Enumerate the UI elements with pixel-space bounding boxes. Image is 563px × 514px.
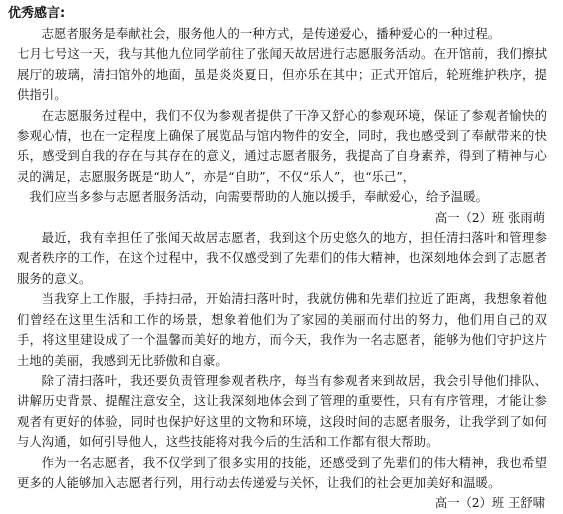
- essay1-paragraph-4: 我们应当多参与志愿者服务活动，向需要帮助的人施以援手，奉献爱心，给予温暖。: [29, 190, 488, 205]
- essay1-paragraph-2: 七月七号这一天，我与其他九位同学前往了张闻天故居进行志愿服务活动。在开馆前，我们擦拭展厅的玻璃，清扫馆外的地面，虽是炎炎夏日，但亦乐在其中；正式开馆后，轮班维护秩序，提供指引。: [17, 47, 547, 103]
- essay1-paragraph-1: 志愿者服务是奉献社会，服务他人的一种方式，是传递爱心，播种爱心的一种过程。: [41, 27, 501, 41]
- essay2-paragraph-1: 最近，我有幸担任了张闻天故居志愿者，我到这个历史悠久的地方，担任清扫落叶和管理参观者秩序的工作，在这个过程中，我不仅感受到了先辈们的伟大精神，也深刻地体会到了志愿者服务的意义。: [17, 231, 547, 286]
- essay2-paragraph-2: 当我穿上工作服，手持扫帚，开始清扫落叶时，我就仿佛和先辈们拉近了距离，我想象着他们曾经在这里生活和工作的场景，想象着他们为了家园的美丽而付出的努力，他们用自己的双手，将这里建设成了一个温馨而美好的地方，而今天，我作为一名志愿者，能够为他们守护这片土地的美丽，我感到无比骄傲和自豪。: [17, 292, 547, 368]
- section-heading: 优秀感言:: [8, 6, 66, 21]
- essay2-paragraph-3: 除了清扫落叶，我还要负责管理参观者秩序，每当有参观者来到故居，我会引导他们排队、讲解历史背景、提醒注意安全，这让我深刻地体会到了管理的重要性，只有有序管理，才能让参观者有更好的体验，同时也保护好这里的文物和环境，这段时间的志愿者服务，让我学到了如何与人沟通，如何引导他人，这些技能将对我今后的生活和工作都有很大帮助。: [17, 373, 547, 450]
- essay2-paragraph-4: 作为一名志愿者，我不仅学到了很多实用的技能，还感受到了先辈们的伟大精神，我也希望更多的人能够加入志愿者行列，用行动去传递爱与关怀，让我们的社会更加美好和温暖。: [17, 455, 547, 490]
- essay1-signature: 高一（2）班 张雨萌: [434, 210, 545, 225]
- essay-wang: [17, 228, 547, 514]
- essay-zhang: [17, 24, 547, 228]
- essay1-paragraph-3: 在志愿服务过程中，我们不仅为参观者提供了干净又舒心的参观环境，保证了参观者愉快的参观心情，也在一定程度上确保了展览品与馆内物件的安全，同时，我也感受到了奉献带来的快乐，感受到自我的存在与其存在的意义，通过志愿者服务，我提高了自身素养，得到了精神与心灵的满足，志愿服务既是“助人”，亦是“自助”，不仅“乐人”，也“乐己”，: [17, 108, 547, 184]
- essay2-signature: 高一（2）班 王舒啸: [434, 496, 545, 511]
